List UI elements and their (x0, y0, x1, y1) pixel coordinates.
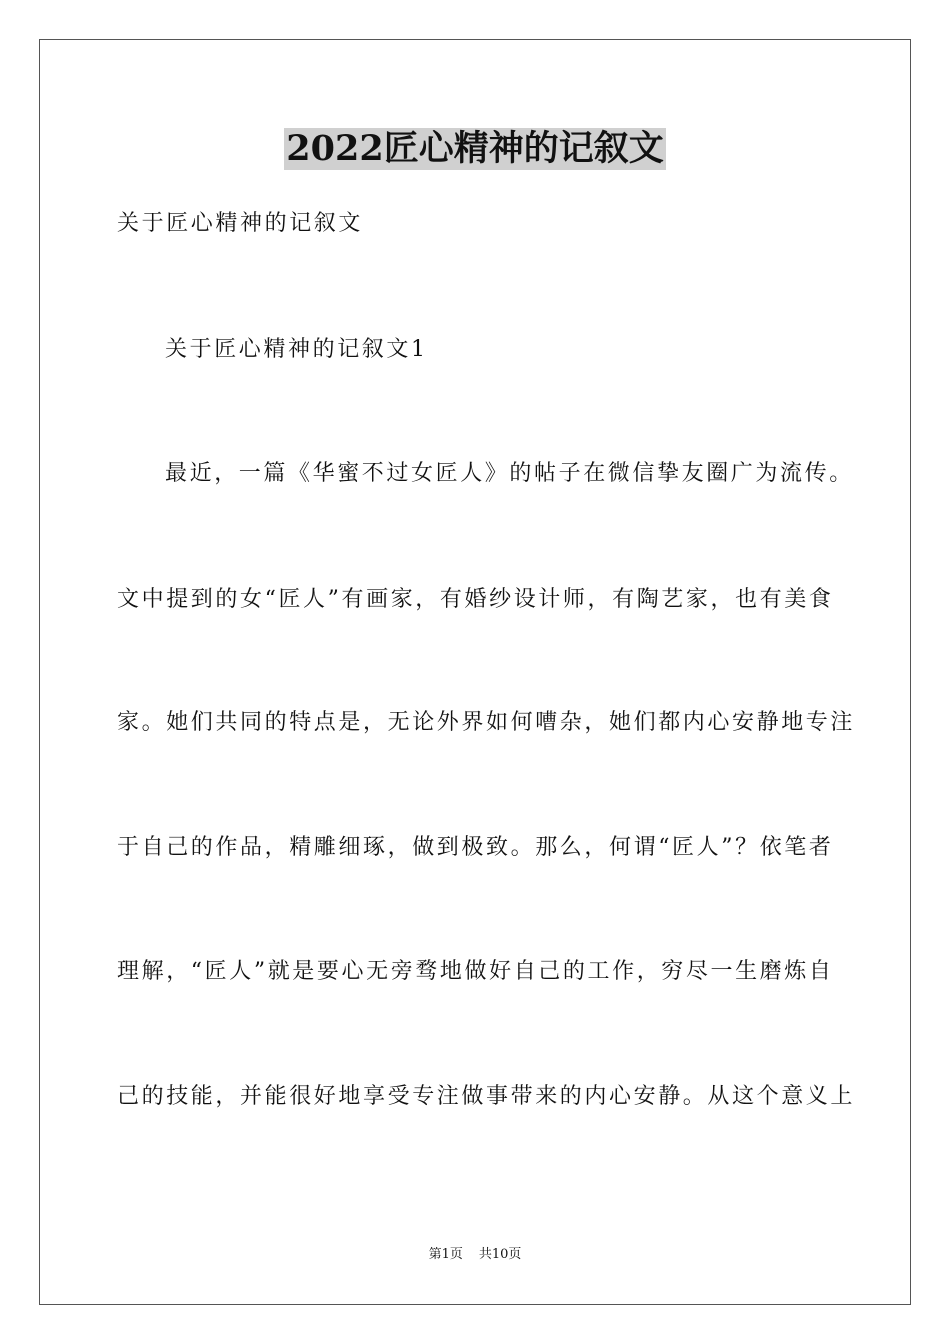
page-number-current: 第1页 (428, 1247, 463, 1262)
body-line: 理解，“匠人”就是要心无旁骛地做好自己的工作，穷尽一生磨炼自 (117, 959, 834, 984)
document-title: 2022匠心精神的记叙文 (286, 128, 664, 169)
section-heading: 关于匠心精神的记叙文1 (165, 337, 428, 362)
page-number-total: 共10页 (478, 1247, 522, 1262)
page-footer (0, 1246, 950, 1264)
body-line: 家。她们共同的特点是，无论外界如何嘈杂，她们都内心安静地专注 (117, 710, 856, 735)
body-line: 最近，一篇《华蜜不过女匠人》的帖子在微信挚友圈广为流传。 (165, 461, 854, 486)
body-line: 文中提到的女“匠人”有画家，有婚纱设计师，有陶艺家，也有美食 (117, 587, 834, 612)
title-container (0, 128, 950, 170)
document-subtitle: 关于匠心精神的记叙文 (117, 211, 364, 236)
body-line: 己的技能，并能很好地享受专注做事带来的内心安静。从这个意义上 (117, 1084, 856, 1109)
body-line: 于自己的作品，精雕细琢，做到极致。那么，何谓“匠人”？依笔者 (117, 835, 834, 860)
